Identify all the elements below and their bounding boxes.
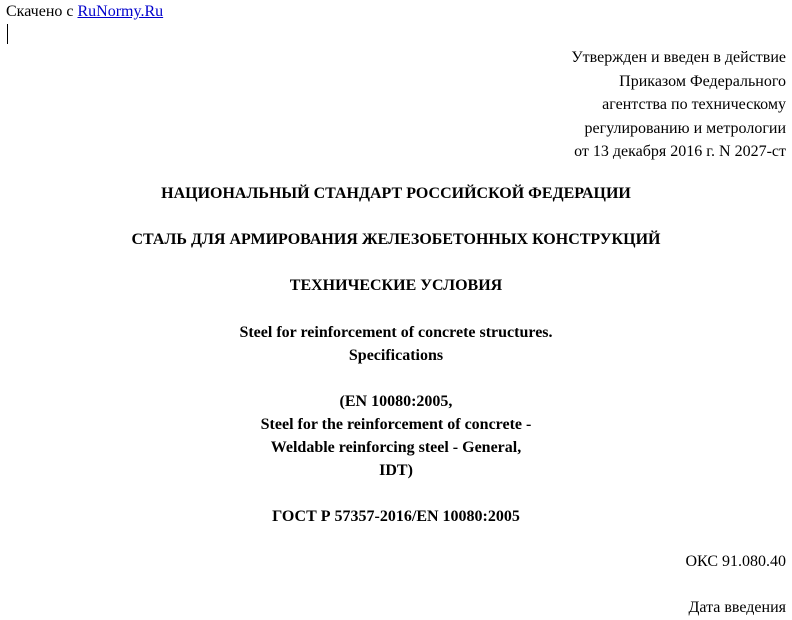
approval-line: от 13 декабря 2016 г. N 2027-ст: [574, 143, 786, 160]
equivalence-block: [0, 390, 792, 482]
approval-block: [571, 46, 786, 164]
approval-line: регулированию и метрологии: [584, 119, 786, 137]
english-title-line: Steel for reinforcement of concrete structures.: [239, 324, 553, 341]
source-line: [6, 2, 163, 22]
okc-code: ОКС 91.080.40: [685, 553, 786, 570]
equivalence-line: IDT): [379, 462, 413, 479]
english-title: [0, 321, 792, 367]
text-caret: [7, 24, 8, 44]
equivalence-line: (EN 10080:2005,: [339, 393, 453, 410]
equivalence-line: Steel for the reinforcement of concrete -: [260, 416, 532, 433]
runormy-link[interactable]: RuNormy.Ru: [77, 3, 164, 20]
source-prefix: Скачено с: [6, 3, 74, 20]
introduction-date-label: Дата введения: [688, 599, 786, 616]
technical-conditions-title: ТЕХНИЧЕСКИЕ УСЛОВИЯ: [289, 277, 503, 294]
document-subject-title: СТАЛЬ ДЛЯ АРМИРОВАНИЯ ЖЕЛЕЗОБЕТОННЫХ КОНСТРУКЦИЙ: [131, 231, 661, 248]
national-standard-title: НАЦИОНАЛЬНЫЙ СТАНДАРТ РОССИЙСКОЙ ФЕДЕРАЦИИ: [161, 185, 631, 202]
equivalence-line: Weldable reinforcing steel - General,: [270, 439, 522, 456]
approval-line: агентства по техническому: [602, 96, 786, 113]
approval-line: Утвержден и введен в действие: [571, 49, 786, 66]
approval-line: Приказом Федерального: [619, 72, 786, 90]
english-title-line: Specifications: [348, 347, 444, 364]
gost-designation: ГОСТ Р 57357-2016/EN 10080:2005: [272, 508, 520, 525]
